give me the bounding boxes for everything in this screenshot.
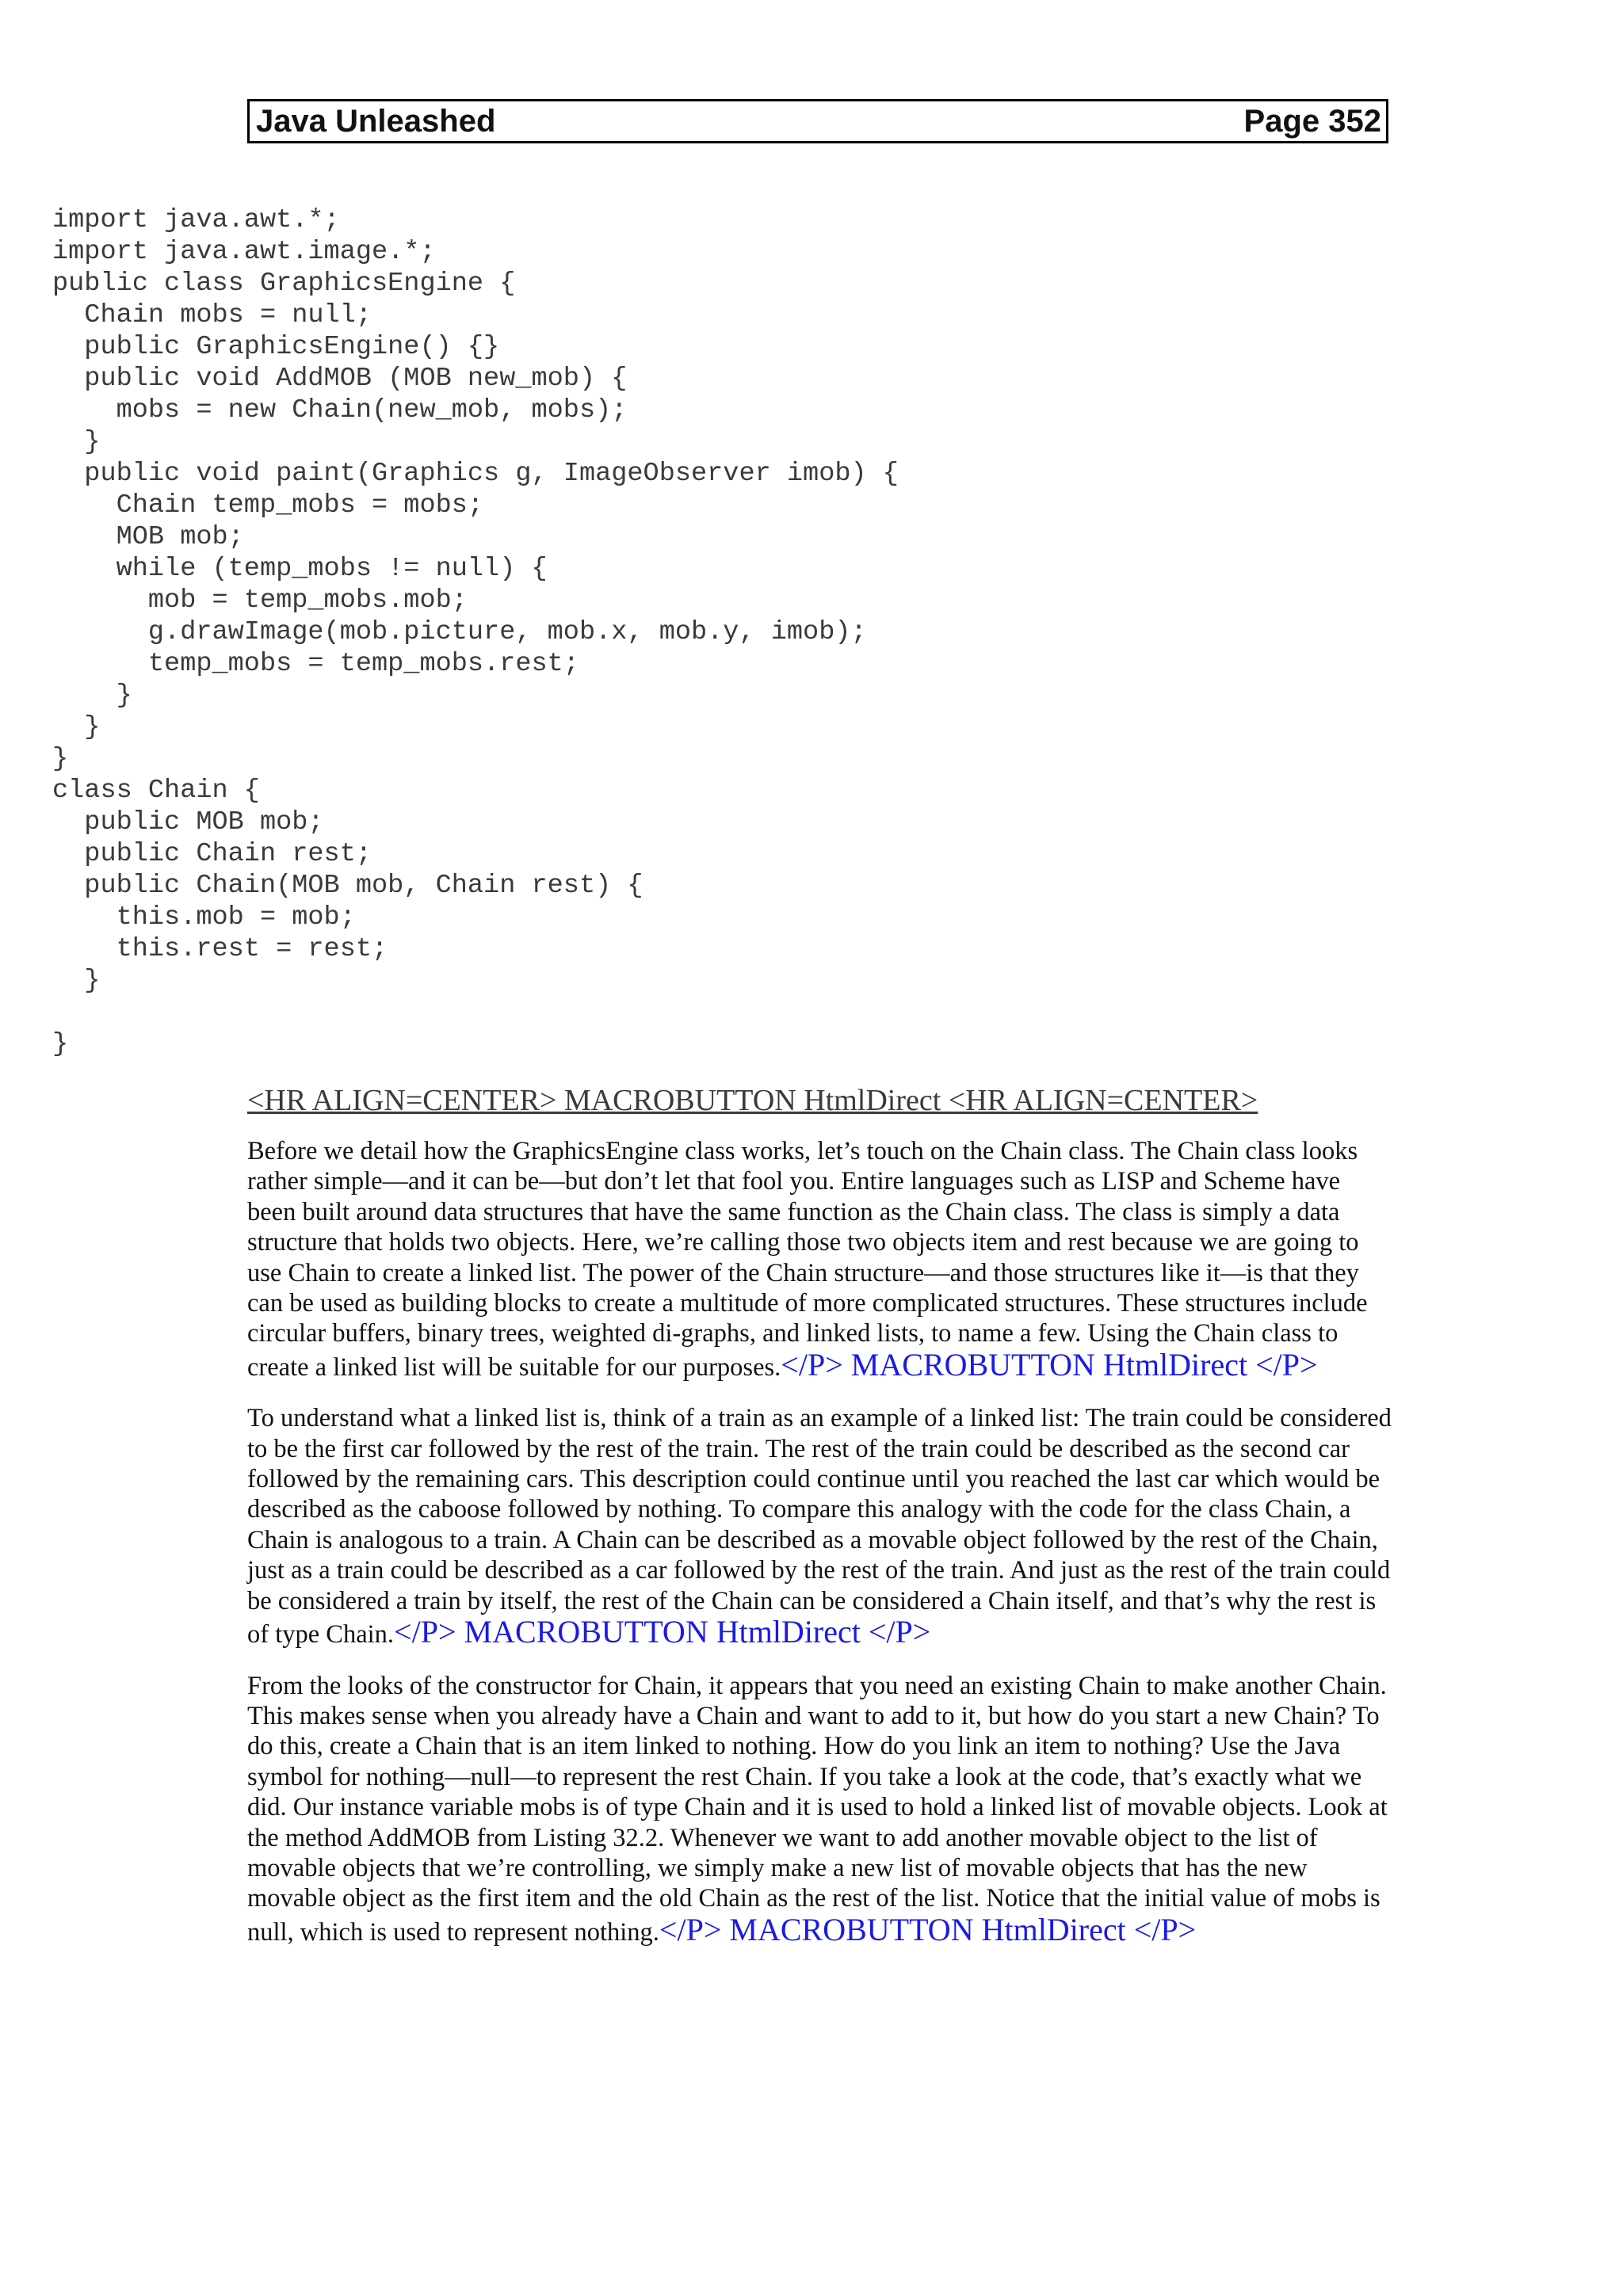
paragraph bbox=[247, 1136, 1393, 1383]
code-line: public Chain rest; bbox=[52, 839, 372, 869]
code-line: } bbox=[52, 744, 69, 774]
code-line: } bbox=[52, 427, 101, 457]
macro-p-link[interactable]: </P> MACROBUTTON HtmlDirect </P> bbox=[394, 1614, 931, 1650]
code-line: public void paint(Graphics g, ImageObserver imob) { bbox=[52, 459, 899, 489]
code-line: mob = temp_mobs.mob; bbox=[52, 585, 468, 616]
body-text bbox=[247, 1136, 1393, 1968]
code-line bbox=[52, 997, 899, 1028]
code-line: Chain temp_mobs = mobs; bbox=[52, 490, 484, 521]
code-line: class Chain { bbox=[52, 776, 260, 806]
code-line: mobs = new Chain(new_mob, mobs); bbox=[52, 395, 628, 425]
code-line: while (temp_mobs != null) { bbox=[52, 554, 548, 584]
paragraph bbox=[247, 1671, 1393, 1948]
code-line: import java.awt.image.*; bbox=[52, 237, 436, 267]
code-line: public Chain(MOB mob, Chain rest) { bbox=[52, 871, 643, 901]
paragraph bbox=[247, 1403, 1393, 1650]
code-line: public void AddMOB (MOB new_mob) { bbox=[52, 364, 628, 394]
code-line: } bbox=[52, 712, 101, 742]
code-line: temp_mobs = temp_mobs.rest; bbox=[52, 649, 579, 679]
code-listing bbox=[52, 204, 899, 1060]
page-number: Page 352 bbox=[1243, 103, 1381, 139]
code-line: this.mob = mob; bbox=[52, 902, 356, 933]
code-line: public MOB mob; bbox=[52, 807, 324, 837]
code-line: import java.awt.*; bbox=[52, 205, 340, 235]
code-line: g.drawImage(mob.picture, mob.x, mob.y, imob); bbox=[52, 617, 867, 647]
code-line: MOB mob; bbox=[52, 522, 244, 552]
macro-p-link[interactable]: </P> MACROBUTTON HtmlDirect </P> bbox=[781, 1346, 1318, 1383]
code-line: public class GraphicsEngine { bbox=[52, 269, 516, 299]
code-line: this.rest = rest; bbox=[52, 934, 388, 964]
code-line: Chain mobs = null; bbox=[52, 300, 372, 330]
code-line: } bbox=[52, 966, 101, 996]
code-line: } bbox=[52, 681, 132, 711]
paragraph-text: Before we detail how the GraphicsEngine class works, let’s touch on the Chain class. The Chain class looks rather simple—and it can be—but don’t let that fool you. Entire languages such as LISP and Scheme have been built around data structures that have the same function as the Chain class. The class is simply a data structure that holds two objects. Here, we’re calling those two objects item and rest because we are going to use Chain to create a linked list. The power of the Chain structure—and those structures like it—is that they can be used as building blocks to create a multitude of more complicated structures. These structures include circular buffers, binary trees, weighted di-graphs, and linked lists, to name a few. Using the Chain class to create a linked list will be suitable for our purposes. bbox=[247, 1137, 1368, 1382]
code-line: } bbox=[52, 1029, 69, 1059]
code-line: public GraphicsEngine() {} bbox=[52, 332, 500, 362]
paragraph-text: To understand what a linked list is, think of a train as an example of a linked list: The train could be considered to be the first car followed by the rest of the train. The rest of the train could be described as the second car followed by the remaining cars. This description could continue until you reached the last car which would be described as the caboose followed by nothing. To compare this analogy with the code for the class Chain, a Chain is analogous to a train. A Chain can be described as a movable object followed by the rest of the Chain, just as a train could be described as a car followed by the rest of the train. And just as the rest of the train could be considered a train by itself, the rest of the Chain can be considered a Chain itself, and that’s why the rest is of type Chain. bbox=[247, 1404, 1392, 1650]
paragraph-text: From the looks of the constructor for Chain, it appears that you need an existing Chain to make another Chain. This makes sense when you already have a Chain and want to add to it, but how do you start a new Chain? To do this, create a Chain that is an item linked to nothing. How do you link an item to nothing? Use the Java symbol for nothing—null—to represent the rest Chain. If you take a look at the code, that’s exactly what we did. Our instance variable mobs is of type Chain and it is used to hold a linked list of movable objects. Look at the method AddMOB from Listing 32.2. Whenever we want to add another movable object to the list of movable objects that we’re controlling, we simply make a new list of movable objects that has the new movable object as the first item and the old Chain as the rest of the list. Notice that the initial value of mobs is null, which is used to represent nothing. bbox=[247, 1671, 1388, 1947]
book-title: Java Unleashed bbox=[256, 103, 496, 139]
macro-hr-directive: <HR ALIGN=CENTER> MACROBUTTON HtmlDirect <HR ALIGN=CENTER> bbox=[247, 1084, 1258, 1117]
macro-p-link[interactable]: </P> MACROBUTTON HtmlDirect </P> bbox=[659, 1911, 1197, 1947]
page-header bbox=[247, 99, 1388, 143]
